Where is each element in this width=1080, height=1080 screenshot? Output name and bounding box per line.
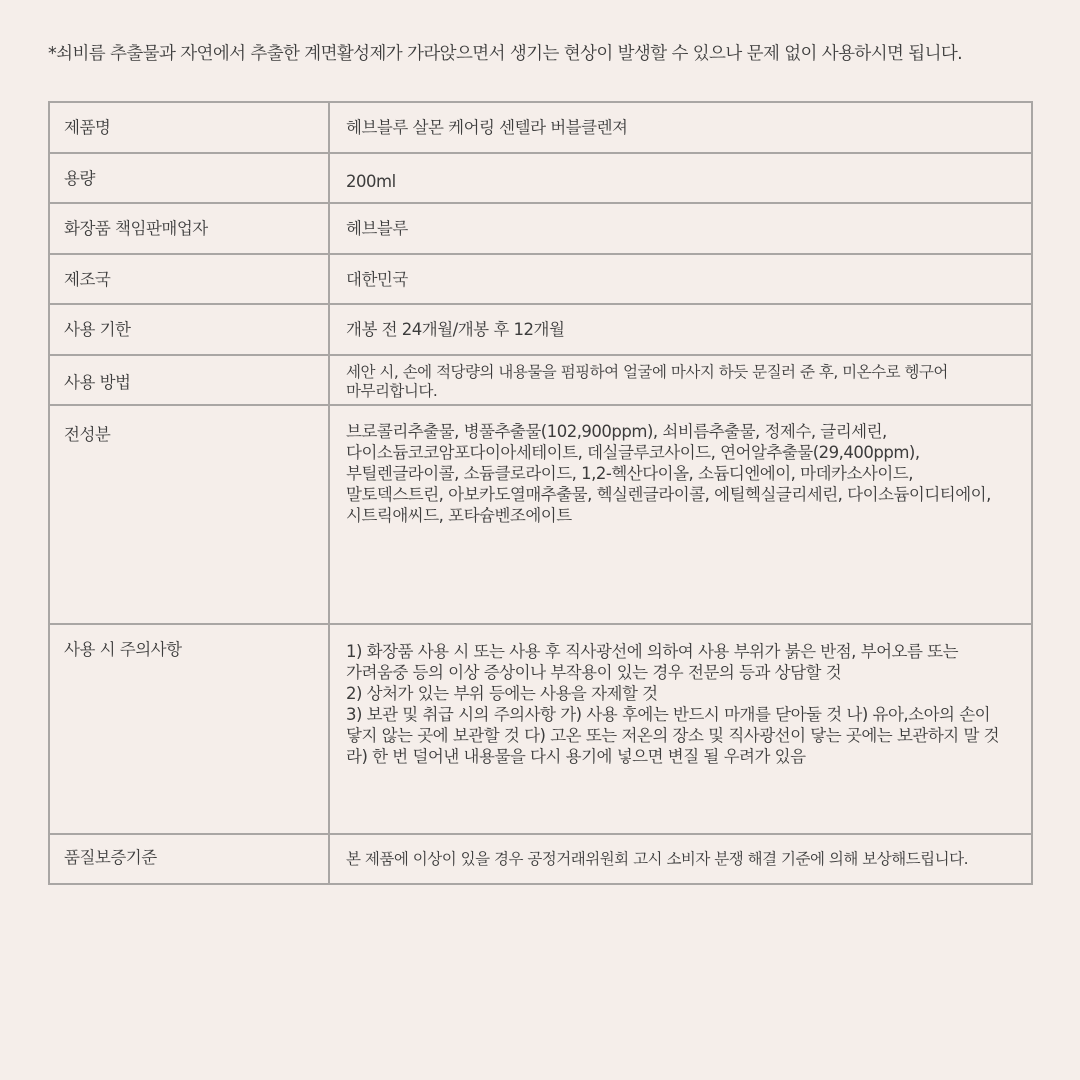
caution-line: 라) 한 번 덜어낸 내용물을 다시 용기에 넣으면 변질 될 우려가 있음 (346, 747, 806, 766)
table-row (49, 304, 1032, 355)
product-info-table (48, 101, 1033, 885)
value-ingredients (329, 405, 1032, 624)
ingredient-line: 부틸렌글라이콜, 소듐클로라이드, 1,2-헥산다이올, 소듐디엔에이, 마데카소사이드, (346, 464, 913, 483)
table-row (49, 153, 1032, 203)
label-country: 제조국 (49, 254, 329, 304)
table-row (49, 102, 1032, 153)
value-usage (329, 355, 1032, 405)
value-volume: 200ml (329, 153, 1032, 203)
value-product-name: 헤브블루 살몬 케어링 센텔라 버블클렌져 (329, 102, 1032, 153)
caution-line: 2) 상처가 있는 부위 등에는 사용을 자제할 것 (346, 684, 658, 703)
table-row (49, 355, 1032, 405)
table-row (49, 405, 1032, 624)
ingredient-line: 다이소듐코코암포다이아세테이트, 데실글루코사이드, 연어알추출물(29,400ppm), (346, 443, 920, 462)
caution-line: 3) 보관 및 취급 시의 주의사항 가) 사용 후에는 반드시 마개를 닫아둘 것 나) 유아,소아의 손이 (346, 705, 991, 724)
label-ingredients: 전성분 (49, 405, 329, 624)
label-cautions: 사용 시 주의사항 (49, 624, 329, 834)
label-product-name: 제품명 (49, 102, 329, 153)
product-notice: *쇠비름 추출물과 자연에서 추출한 계면활성제가 가라앉으면서 생기는 현상이 발생할 수 있으나 문제 없이 사용하시면 됩니다. (48, 44, 963, 64)
label-volume: 용량 (49, 153, 329, 203)
label-seller: 화장품 책임판매업자 (49, 203, 329, 254)
value-country: 대한민국 (329, 254, 1032, 304)
value-cautions (329, 624, 1032, 834)
table-row (49, 254, 1032, 304)
value-seller: 헤브블루 (329, 203, 1032, 254)
caution-line: 가려움중 등의 이상 증상이나 부작용이 있는 경우 전문의 등과 상담할 것 (346, 663, 842, 682)
ingredient-line: 브로콜리추출물, 병풀추출물(102,900ppm), 쇠비름추출물, 정제수, 글리세린, (346, 422, 887, 441)
value-expiry: 개봉 전 24개월/개봉 후 12개월 (329, 304, 1032, 355)
usage-line: 세안 시, 손에 적당량의 내용물을 펌핑하여 얼굴에 마사지 하듯 문질러 준 후, 미온수로 헹구어 (346, 363, 948, 381)
label-usage: 사용 방법 (49, 355, 329, 405)
value-quality: 본 제품에 이상이 있을 경우 공정거래위원회 고시 소비자 분쟁 해결 기준에 의해 보상해드립니다. (329, 834, 1032, 884)
ingredient-line: 시트릭애씨드, 포타슘벤조에이트 (346, 506, 572, 525)
label-quality: 품질보증기준 (49, 834, 329, 884)
table-row (49, 203, 1032, 254)
table-row (49, 834, 1032, 884)
label-expiry: 사용 기한 (49, 304, 329, 355)
usage-line: 마무리합니다. (346, 382, 438, 400)
table-row (49, 624, 1032, 834)
ingredient-line: 말토덱스트린, 아보카도열매추출물, 헥실렌글라이콜, 에틸헥실글리세린, 다이소듐이디티에이, (346, 485, 991, 504)
caution-line: 1) 화장품 사용 시 또는 사용 후 직사광선에 의하여 사용 부위가 붉은 반점, 부어오름 또는 (346, 642, 959, 661)
caution-line: 닿지 않는 곳에 보관할 것 다) 고온 또는 저온의 장소 및 직사광선이 닿는 곳에는 보관하지 말 것 (346, 726, 1000, 745)
